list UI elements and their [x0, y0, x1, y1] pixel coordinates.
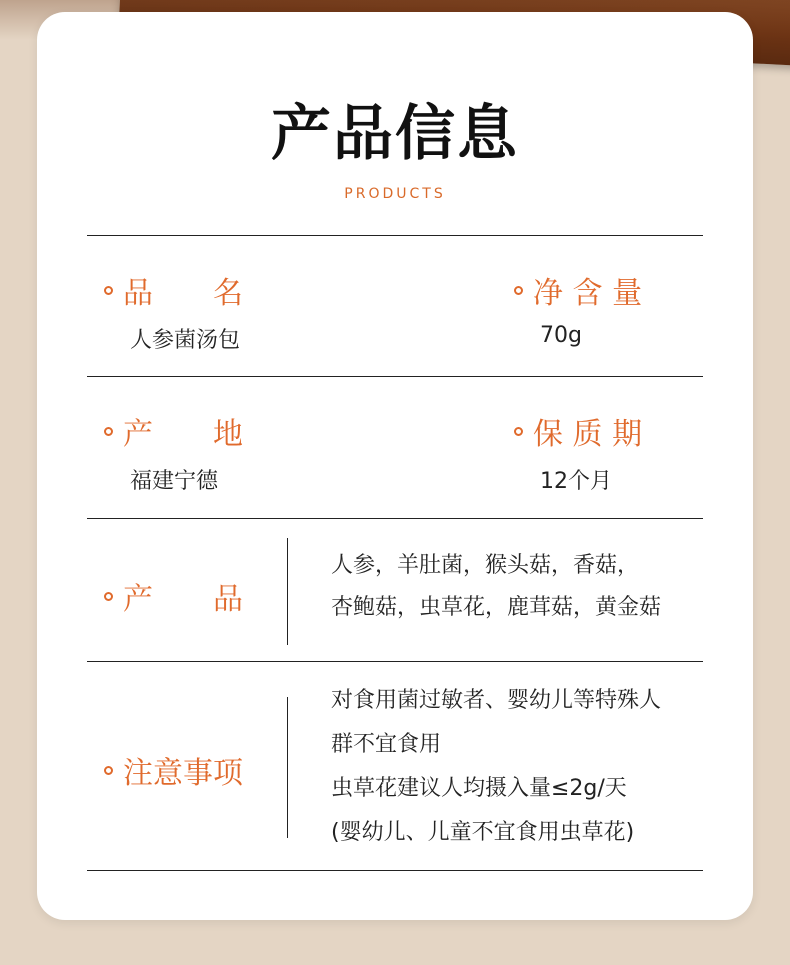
- name-value: 人参菌汤包: [130, 328, 241, 353]
- shelf-life-label: [514, 409, 642, 453]
- page-subtitle: PRODUCTS: [344, 186, 446, 202]
- shelf-life-value: 12个月: [540, 469, 612, 494]
- notes-line: 对食用菌过敏者、婴幼儿等特殊人: [331, 688, 662, 713]
- notes-line: 虫草花建议人均摄入量≤2g/天: [331, 776, 627, 801]
- net-weight-label-text: 净 含 量: [533, 276, 643, 311]
- circle-bullet-icon: [104, 427, 113, 436]
- circle-bullet-icon: [104, 592, 113, 601]
- ingredients-line: 杏鲍菇，虫草花，鹿茸菇，黄金菇: [331, 595, 662, 620]
- notes-label: [104, 748, 243, 792]
- shelf-life-label-text: 保 质 期: [533, 417, 643, 452]
- net-weight-label: [514, 268, 642, 312]
- origin-label-text: 产 地: [123, 417, 243, 452]
- ingredients-label-text: 产 品: [123, 582, 243, 617]
- origin-label: [104, 409, 243, 453]
- notes-list: [331, 679, 661, 855]
- origin-value: 福建宁德: [130, 469, 219, 494]
- net-weight-value: 70g: [540, 323, 582, 348]
- divider-line: [87, 518, 703, 519]
- divider-line: [87, 870, 703, 871]
- notes-line: 群不宜食用: [331, 732, 442, 757]
- notes-label-text: 注意事项: [123, 756, 243, 791]
- circle-bullet-icon: [104, 286, 113, 295]
- divider-line: [87, 661, 703, 662]
- name-label: [104, 268, 243, 312]
- vertical-divider: [287, 538, 288, 645]
- circle-bullet-icon: [104, 766, 113, 775]
- circle-bullet-icon: [514, 427, 523, 436]
- name-label-text: 品 名: [123, 276, 243, 311]
- ingredients-label: [104, 574, 243, 618]
- ingredients-line: 人参，羊肚菌，猴头菇，香菇，: [331, 553, 640, 578]
- circle-bullet-icon: [514, 286, 523, 295]
- vertical-divider: [287, 697, 288, 838]
- ingredients-list: [331, 545, 661, 629]
- divider-line: [87, 235, 703, 236]
- page-title: 产品信息: [271, 99, 519, 169]
- notes-line: (婴幼儿、儿童不宜食用虫草花): [331, 820, 635, 845]
- divider-line: [87, 376, 703, 377]
